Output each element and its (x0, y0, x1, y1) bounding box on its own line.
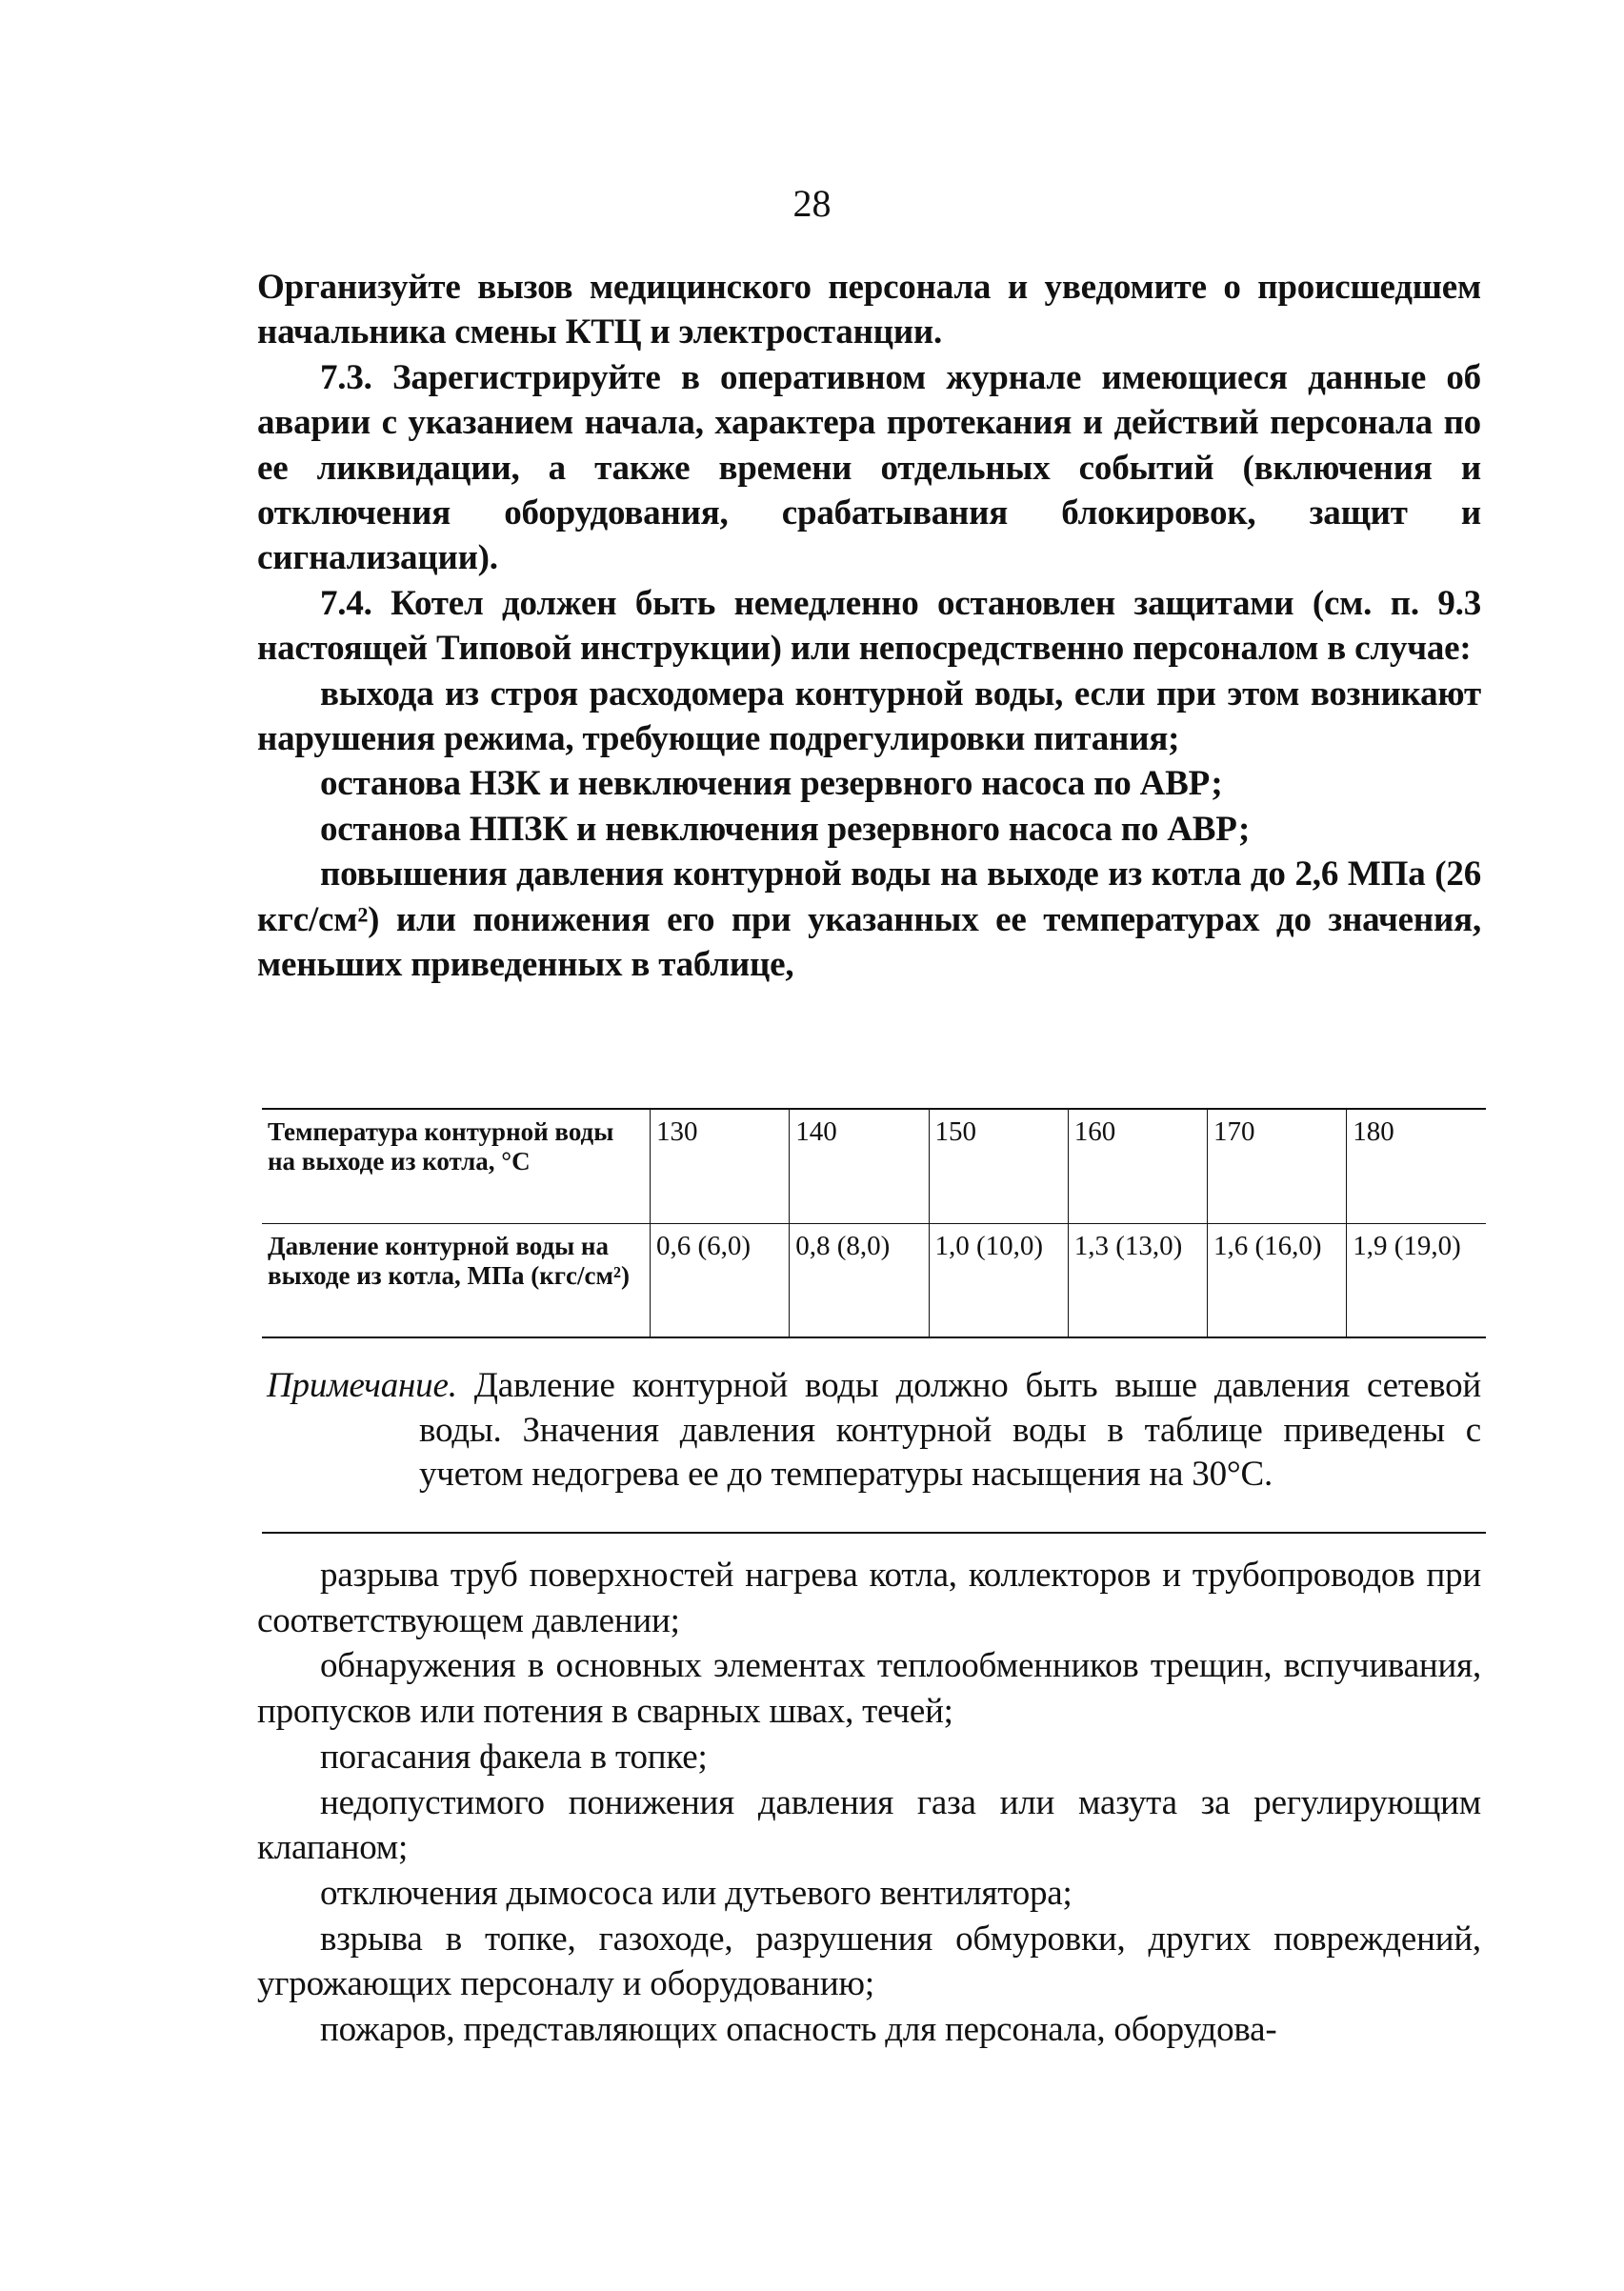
pressure-table (262, 1108, 1486, 1338)
paragraph-7-3: 7.3. Зарегистрируйте в оперативном журнале имеющиеся данные об аварии с указанием начала, характера протекания и действий персонала по ее ликвидации, а также времени отдельных событий (включения и отключения оборудования, срабатывания блокировок, защит и сигнализации). (257, 357, 1481, 578)
table-cell: 160 (1068, 1109, 1207, 1223)
list-item-cracks: обнаружения в основных элементах теплообменников трещин, вспучивания, пропусков или потения в сварных швах, течей; (257, 1646, 1481, 1732)
page-number: 28 (792, 182, 832, 225)
divider (262, 1532, 1486, 1534)
note-text: Давление контурной воды должно быть выше давления сетевой воды. Значения давления контурной воды в таблице приведены с учетом недогрева ее до температуры насыщения на 30°С. (419, 1366, 1481, 1494)
table-note (267, 1364, 1481, 1497)
table-header-temperature: Температура контурной воды на выходе из котла, °С (262, 1109, 651, 1223)
list-item-nzk: останова НЗК и невключения резервного насоса по АВР; (320, 764, 1223, 804)
table-row-temperature (262, 1109, 1486, 1223)
paragraph-medical-staff: Организуйте вызов медицинского персонала и уведомите о происшедшем начальника смены КТЦ и электростанции. (257, 268, 1481, 352)
paragraph-7-4: 7.4. Котел должен быть немедленно остановлен защитами (см. п. 9.3 настоящей Типовой инструкции) или непосредственно персоналом в случае: (257, 583, 1481, 669)
list-item-pressure: повышения давления контурной воды на выходе из котла до 2,6 МПа (26 кгс/см²) или понижения его при указанных ее температурах до значения, меньших приведенных в таблице, (257, 854, 1481, 985)
section-a (257, 265, 1481, 988)
table-cell: 1,9 (19,0) (1347, 1223, 1486, 1337)
list-item-npzk: останова НПЗК и невключения резервного насоса по АВР; (320, 809, 1251, 849)
list-item-flame-out: погасания факела в топке; (320, 1737, 708, 1777)
table-cell: 150 (929, 1109, 1068, 1223)
note-paragraph (267, 1364, 1481, 1497)
table-cell: 170 (1208, 1109, 1347, 1223)
note-label: Примечание. (267, 1366, 457, 1405)
list-item-flowmeter: выхода из строя расходомера контурной воды, если при этом возникают нарушения режима, требующие подрегулировки питания; (257, 673, 1481, 759)
list-item-fire: пожаров, представляющих опасность для персонала, оборудова- (320, 2010, 1277, 2050)
table-cell: 180 (1347, 1109, 1486, 1223)
table-row-pressure (262, 1223, 1486, 1337)
list-item-pipe-rupture: разрыва труб поверхностей нагрева котла, коллекторов и трубопроводов при соответствующем давлении; (257, 1556, 1481, 1640)
table-cell: 0,6 (6,0) (651, 1223, 790, 1337)
list-item-fan-trip: отключения дымососа или дутьевого вентилятора; (320, 1873, 1073, 1913)
table-cell: 140 (790, 1109, 929, 1223)
table-cell: 1,0 (10,0) (929, 1223, 1068, 1337)
table-cell: 1,6 (16,0) (1208, 1223, 1347, 1337)
table-header-pressure: Давление контурной воды на выходе из котла, МПа (кгс/см²) (262, 1223, 651, 1337)
table-cell: 1,3 (13,0) (1068, 1223, 1207, 1337)
table-cell: 130 (651, 1109, 790, 1223)
list-item-gas-pressure: недопустимого понижения давления газа или мазута за регулирующим клапаном; (257, 1782, 1481, 1868)
list-item-explosion: взрыва в топке, газоходе, разрушения обмуровки, других повреждений, угрожающих персоналу и оборудованию; (257, 1919, 1481, 2004)
section-b (257, 1553, 1481, 2053)
table-cell: 0,8 (8,0) (790, 1223, 929, 1337)
